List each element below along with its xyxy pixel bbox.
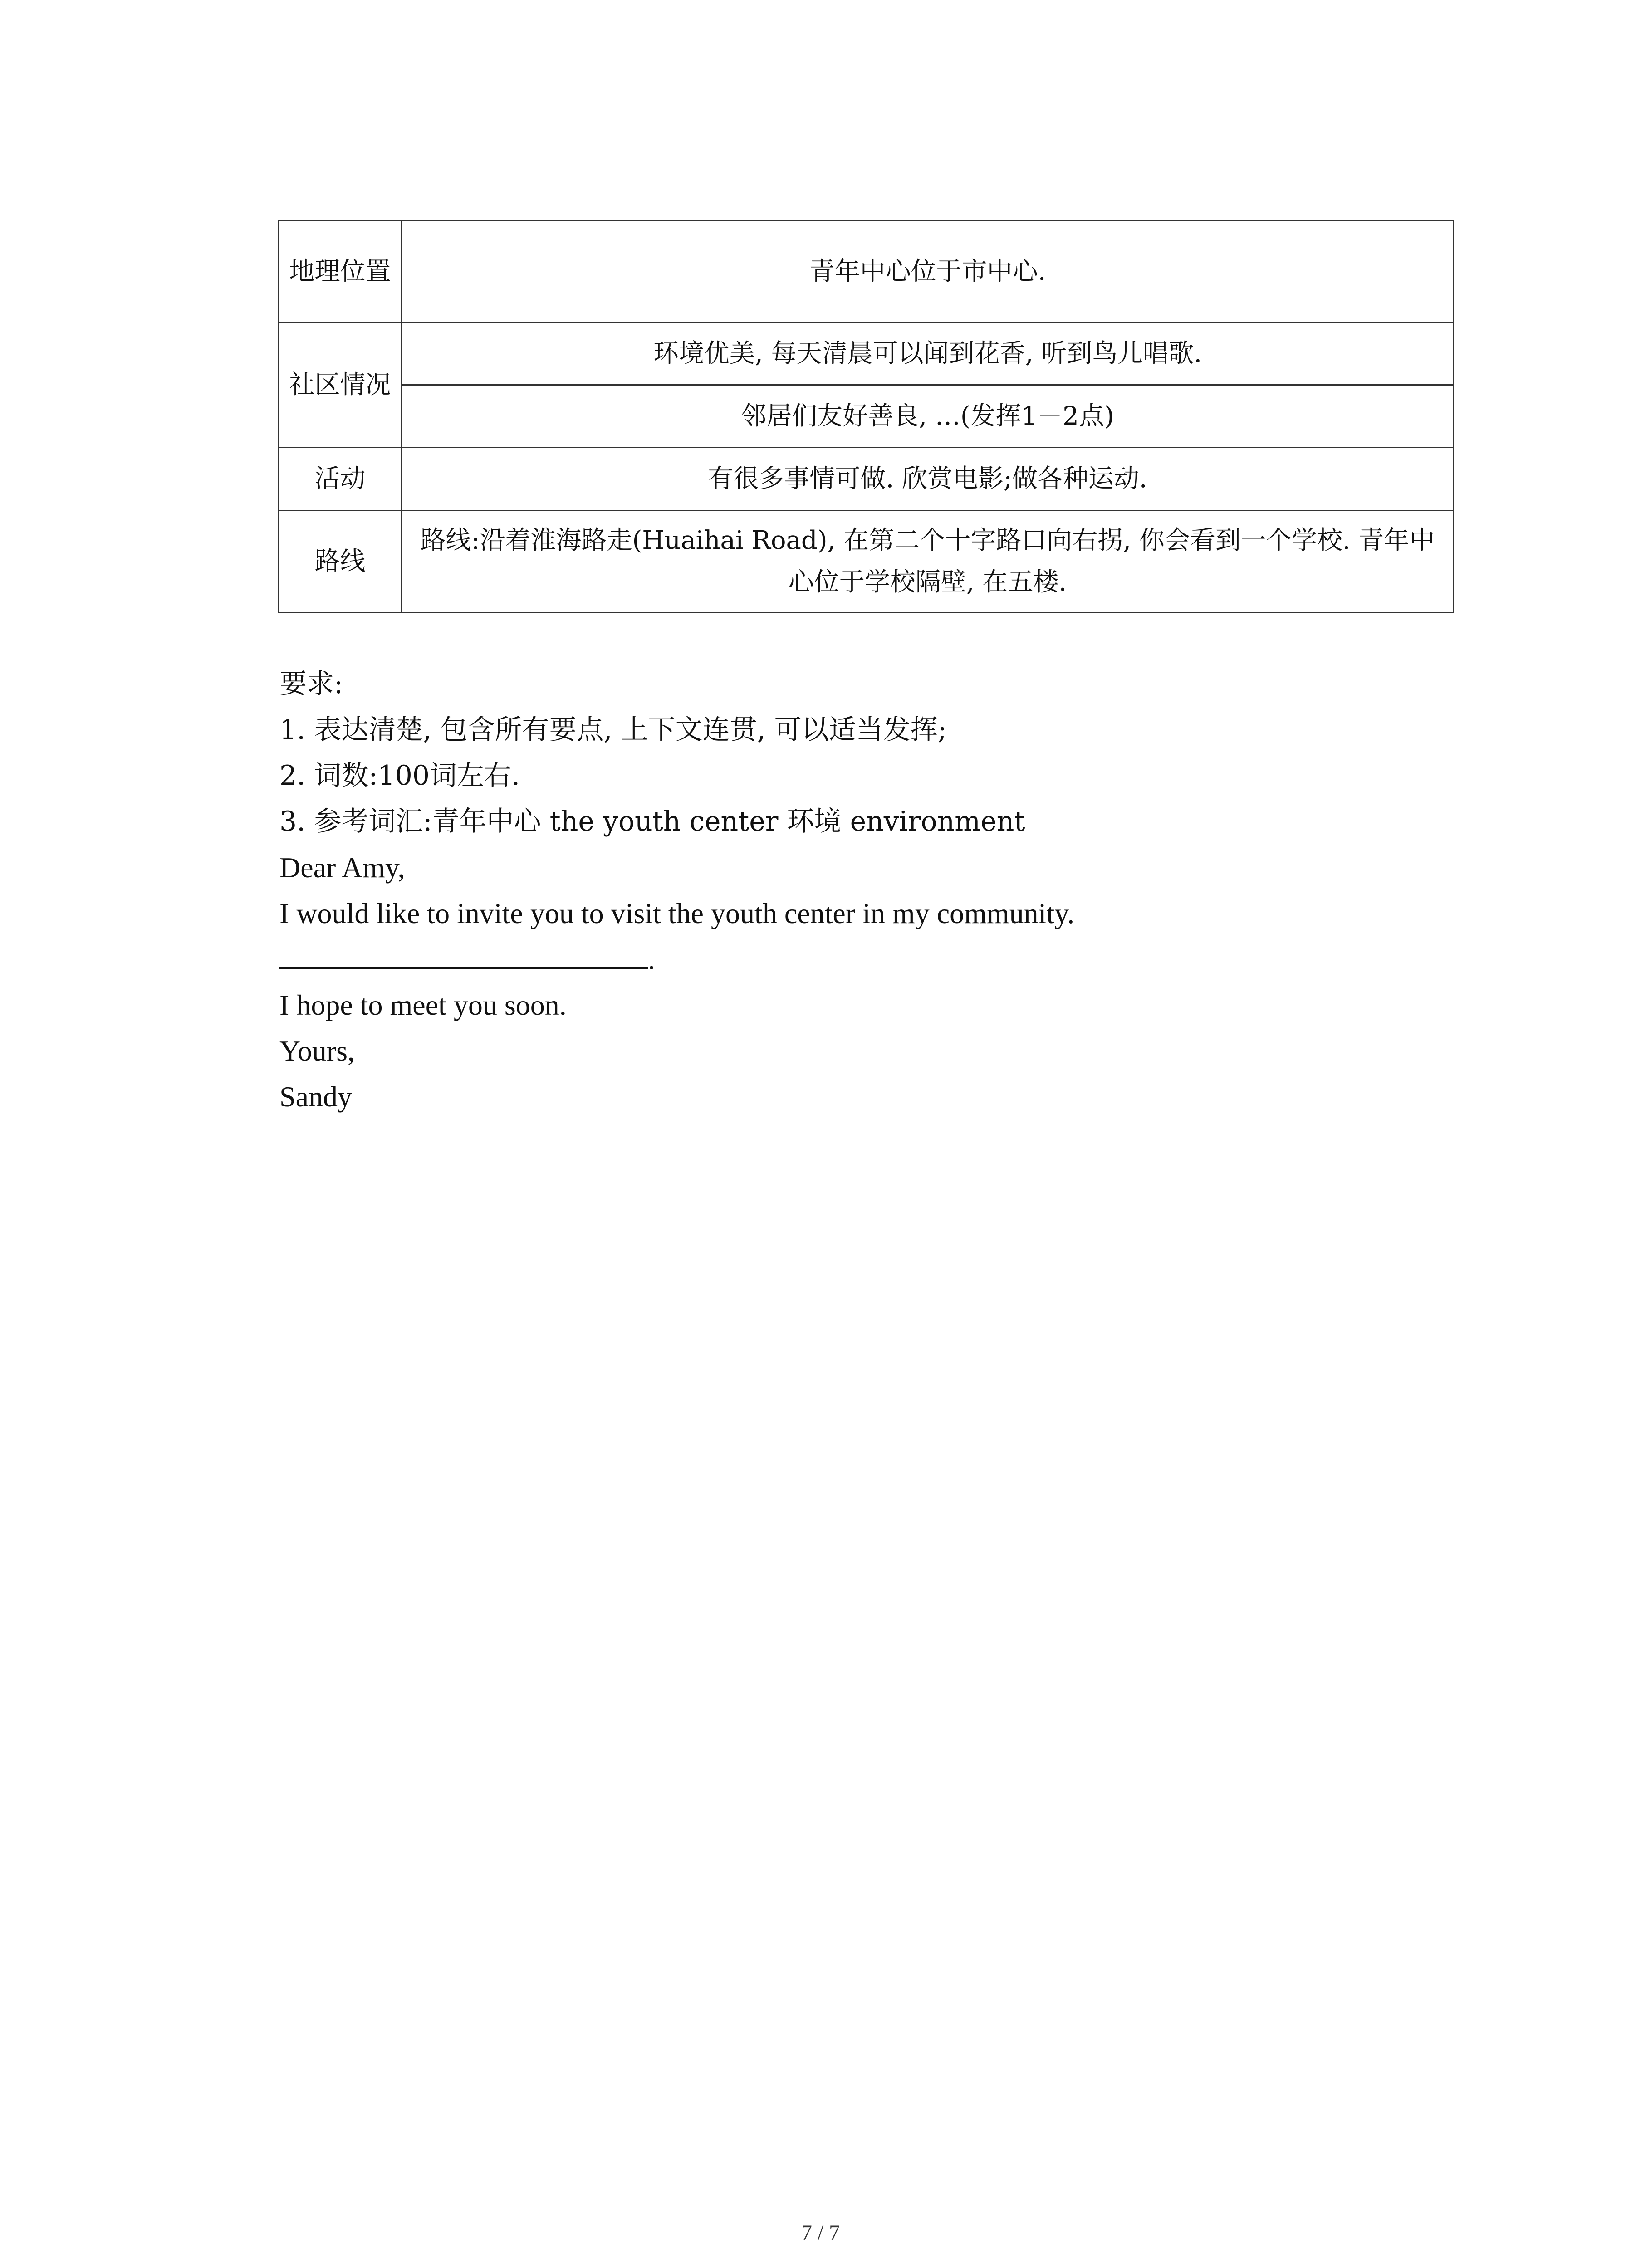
requirement-item-1: 1. 表达清楚, 包含所有要点, 上下文连贯, 可以适当发挥; [279, 714, 947, 746]
table-row-community-2 [279, 385, 1454, 448]
route-label: 路线 [279, 511, 402, 613]
location-content: 青年中心位于市中心. [402, 221, 1454, 323]
requirements-and-letter [279, 661, 1459, 1119]
answer-blank-period: . [648, 943, 655, 975]
community-content-2: 邻居们友好善良, …(发挥1－2点) [402, 385, 1454, 448]
letter-signature: Sandy [279, 1080, 352, 1113]
requirement-item-2: 2. 词数:100词左右. [279, 760, 520, 792]
requirements-heading: 要求: [279, 668, 343, 700]
letter-closing-line: I hope to meet you soon. [279, 989, 567, 1021]
route-content: 路线:沿着淮海路走(Huaihai Road), 在第二个十字路口向右拐, 你会看到一个学校. 青年中心位于学校隔壁, 在五楼. [402, 511, 1454, 613]
requirement-item-3: 3. 参考词汇:青年中心 the youth center 环境 environment [279, 806, 1025, 837]
activities-label: 活动 [279, 448, 402, 511]
letter-answer-blank[interactable] [279, 936, 1459, 982]
table-row-activities [279, 448, 1454, 511]
location-label: 地理位置 [279, 221, 402, 323]
table-row-route [279, 511, 1454, 613]
activities-content: 有很多事情可做. 欣赏电影;做各种运动. [402, 448, 1454, 511]
letter-signoff: Yours, [279, 1035, 355, 1067]
community-label: 社区情况 [279, 323, 402, 448]
letter-salutation: Dear Amy, [279, 851, 405, 884]
community-content-1: 环境优美, 每天清晨可以闻到花香, 听到鸟儿唱歌. [402, 323, 1454, 385]
writing-prompt-table [278, 220, 1454, 613]
letter-opening: I would like to invite you to visit the youth center in my community. [279, 897, 1075, 929]
table-row-location [279, 221, 1454, 323]
table-row-community-1 [279, 323, 1454, 385]
answer-blank-underline[interactable] [279, 941, 648, 969]
page-number: 7 / 7 [801, 2221, 840, 2245]
